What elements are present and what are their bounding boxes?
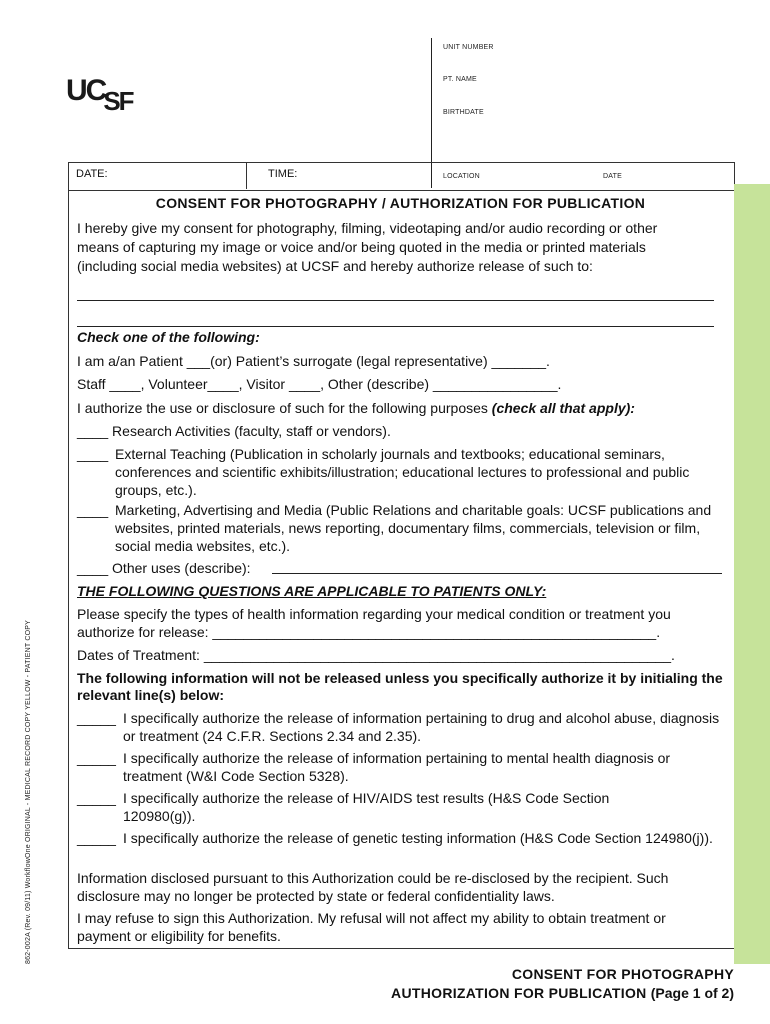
health-info-line-2[interactable]: authorize for release: _________________________________________________________. xyxy=(77,624,661,640)
not-released-line-2: relevant line(s) below: xyxy=(77,687,225,703)
not-released-line-1: The following information will not be released unless you specifically authorize it by initialing the xyxy=(77,670,723,686)
date-field[interactable]: DATE: xyxy=(76,168,108,180)
staff-line[interactable]: Staff ____, Volunteer____, Visitor ____, Other (describe) ________________. xyxy=(77,376,562,392)
pt-name-label: PT. NAME xyxy=(443,76,477,83)
auth-genetic-blank[interactable]: _____ xyxy=(77,830,116,846)
redisclosed-line-1: Information disclosed pursuant to this Authorization could be re-disclosed by the recipient. Such xyxy=(77,870,669,886)
recipient-line-2[interactable] xyxy=(77,326,714,327)
birthdate-label: BIRTHDATE xyxy=(443,109,484,116)
date-time-separator xyxy=(246,162,247,189)
auth-mental-blank[interactable]: _____ xyxy=(77,750,116,766)
location-label: LOCATION xyxy=(443,173,480,180)
auth-hiv-blank[interactable]: _____ xyxy=(77,790,116,806)
unit-number-label: UNIT NUMBER xyxy=(443,44,494,51)
auth-drug-blank[interactable]: _____ xyxy=(77,710,116,726)
intro-line-3: (including social media websites) at UCSF and hereby authorize release of such to: xyxy=(77,258,593,274)
purpose-marketing-text: Marketing, Advertising and Media (Public Relations and charitable goals: UCSF publications and websites, printed materials, news reporting, documentary films, commercials, television or film, social media websites, etc.). xyxy=(115,502,712,554)
date-time-row xyxy=(68,162,734,191)
purpose-line: I authorize the use or disclosure of such for the following purposes (check all that apply): xyxy=(77,400,635,416)
auth-genetic-text: I specifically authorize the release of genetic testing information (H&S Code Section 124980(j)). xyxy=(123,830,713,846)
page-number: (Page 1 of 2) xyxy=(650,985,734,1001)
color-tab xyxy=(734,184,770,964)
refuse-line-1: I may refuse to sign this Authorization. My refusal will not affect my ability to obtain treatment or xyxy=(77,910,666,926)
redisclosed-line-2: disclosure may no longer be protected by state or federal confidentiality laws. xyxy=(77,888,555,904)
dates-of-treatment[interactable]: Dates of Treatment: ____________________________________________________________. xyxy=(77,647,675,663)
check-heading: Check one of the following: xyxy=(77,329,260,345)
intro-line-2: means of capturing my image or voice and/or being quoted in the media or printed materials xyxy=(77,239,646,255)
purpose-teaching-blank[interactable]: ____ xyxy=(77,446,109,462)
purpose-research[interactable]: ____ Research Activities (faculty, staff or vendors). xyxy=(77,423,391,439)
intro-line-1: I hereby give my consent for photography, filming, videotaping and/or audio recording or other xyxy=(77,220,658,236)
recipient-line-1[interactable] xyxy=(77,300,714,301)
auth-drug-text: I specifically authorize the release of information pertaining to drug and alcohol abuse, diagnosis or treatment (24 C.F.R. Sections 2.34 and 2.35). xyxy=(123,710,720,744)
footer-title-1: CONSENT FOR PHOTOGRAPHY xyxy=(511,966,734,982)
time-field[interactable]: TIME: xyxy=(268,168,298,180)
form-title: CONSENT FOR PHOTOGRAPHY / AUTHORIZATION FOR PUBLICATION xyxy=(155,195,646,211)
purpose-marketing-blank[interactable]: ____ xyxy=(77,502,109,518)
auth-mental-text: I specifically authorize the release of information pertaining to mental health diagnosis or treatment (W&I Code Section 5328). xyxy=(123,750,671,784)
refuse-line-2: payment or eligibility for benefits. xyxy=(77,928,281,944)
form-number-side-text: 862-002A (Rev. 09/11) WorkflowOne ORIGINAL - MEDICAL RECORD COPY YELLOW - PATIENT COPY xyxy=(25,620,32,964)
purpose-other[interactable]: ____ Other uses (describe): xyxy=(77,560,251,576)
patients-heading: THE FOLLOWING QUESTIONS ARE APPLICABLE TO PATIENTS ONLY: xyxy=(77,583,547,599)
patient-line[interactable]: I am a/an Patient ___(or) Patient’s surrogate (legal representative) _______. xyxy=(77,353,550,369)
location-date-label: DATE xyxy=(603,173,622,180)
health-info-line-1: Please specify the types of health information regarding your medical condition or treatment you xyxy=(77,606,671,622)
footer-title-2: AUTHORIZATION FOR PUBLICATION (Page 1 of 2) xyxy=(391,985,734,1001)
ucsf-logo: UCSF xyxy=(66,74,133,116)
auth-hiv-text: I specifically authorize the release of HIV/AIDS test results (H&S Code Section 120980(g)). xyxy=(123,790,610,824)
purpose-teaching-text: External Teaching (Publication in scholarly journals and textbooks; educational seminars, conferences and scientific exhibits/illustration; educational lectures to professional and public groups, etc.). xyxy=(115,446,690,498)
other-uses-line[interactable] xyxy=(272,573,722,574)
